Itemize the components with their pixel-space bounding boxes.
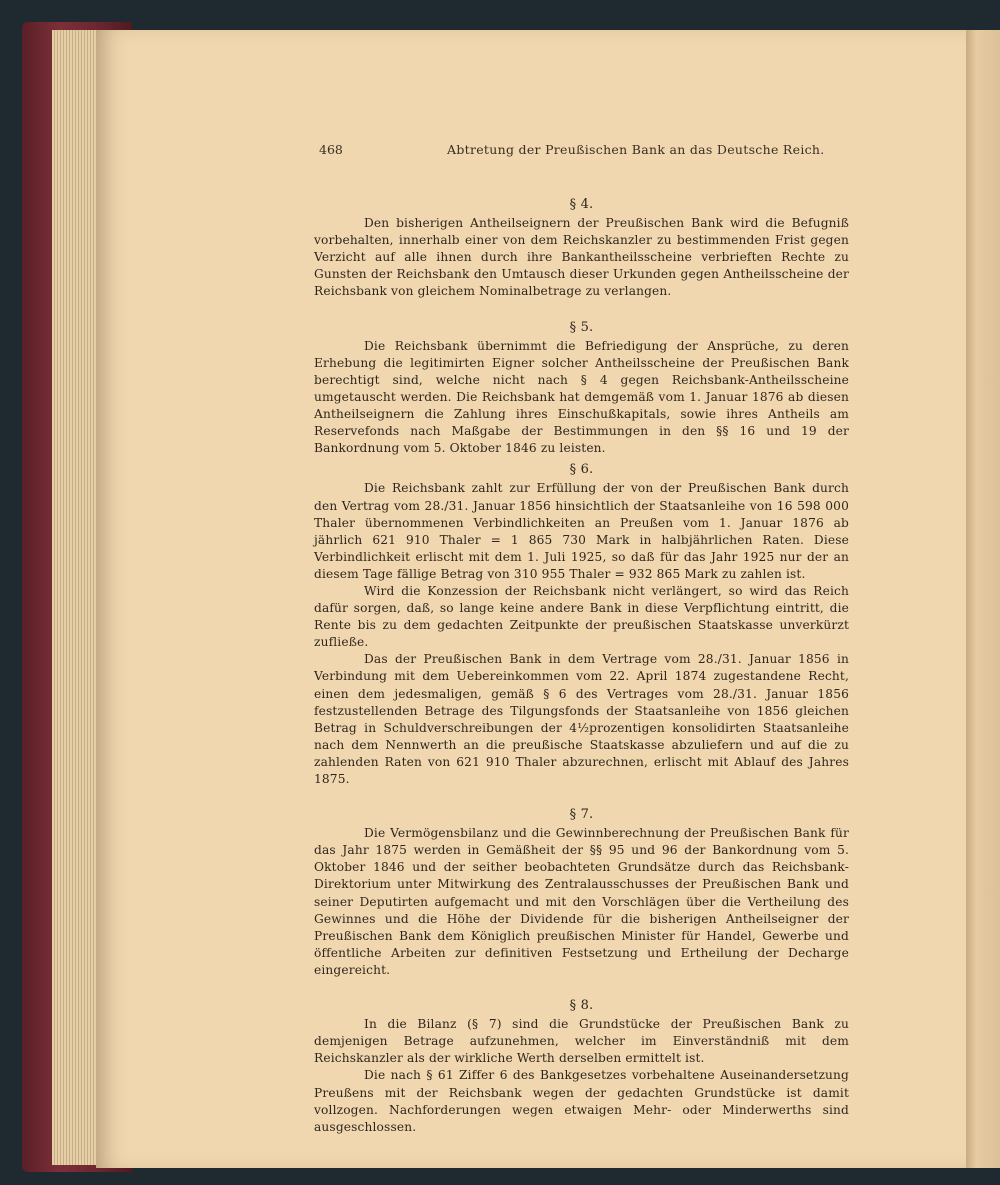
facing-page-edge bbox=[966, 30, 1000, 1168]
section-8 bbox=[314, 997, 849, 1136]
paragraph: Die nach § 61 Ziffer 6 des Bankgesetzes vorbehaltene Auseinandersetzung Preußens mit der Reichsbank wegen der gedachten Grundstücke ist damit vollzogen. Nachforderungen wegen etwaigen Mehr- oder Minderwerths sind ausgeschlossen. bbox=[314, 1068, 849, 1134]
page-header bbox=[319, 142, 849, 164]
paragraph: Die Vermögensbilanz und die Gewinnberechnung der Preußischen Bank für das Jahr 1875 werden in Gemäßheit der §§ 95 und 96 der Bankordnung vom 5. Oktober 1846 und der seither beobachteten Grundsätze durch das Reichsbank-Direktorium unter Mitwirkung des Zentralausschusses der Preußischen Bank und seiner Deputirten aufgemacht und mit den Vorschlägen über die Vertheilung des Gewinnes und die Höhe der Dividende für die bisherigen Antheilseigner der Preußischen Bank dem Königlich preußischen Minister für Handel, Gewerbe und öffentliche Arbeiten zur definitiven Festsetzung und Ertheilung der Decharge eingereicht. bbox=[314, 826, 849, 977]
section-4 bbox=[314, 196, 849, 301]
section-7 bbox=[314, 806, 849, 979]
page-number: 468 bbox=[319, 142, 343, 157]
section-heading: § 7. bbox=[569, 807, 594, 823]
paragraph: Wird die Konzession der Reichsbank nicht verlängert, so wird das Reich dafür sorgen, daß, so lange keine andere Bank in diese Verpflichtung eintritt, die Rente bis zu dem gedachten Zeitpunkte der preußischen Staatskasse unverkürzt zufließe. bbox=[314, 583, 849, 650]
section-heading: § 5. bbox=[569, 319, 594, 335]
running-title: Abtretung der Preußischen Bank an das Deutsche Reich. bbox=[447, 142, 825, 157]
paragraph: Das der Preußischen Bank in dem Vertrage vom 28./31. Januar 1856 in Verbindung mit dem Uebereinkommen vom 22. April 1874 zugestandene Recht, einen dem jedesmaligen, gemäß § 6 des Vertrages vom 28./31. Januar 1856 festzustellenden Betrage des Tilgungsfonds der Staatsanleihe von 1856 gleichen Betrag in Schuldverschreibungen der 4½prozentigen konsolidirten Staatsanleihe nach dem Nennwerth an die preußische Staatskasse abzuliefern und auf die zu zahlenden Raten von 621 910 Thaler abzurechnen, erlischt mit Ablauf des Jahres 1875. bbox=[314, 652, 849, 786]
page-content bbox=[314, 196, 849, 1136]
section-heading: § 4. bbox=[569, 197, 594, 212]
paragraph: In die Bilanz (§ 7) sind die Grundstücke der Preußischen Bank zu demjenigen Betrage aufzunehmen, welcher im Einverständniß mit dem Reichskanzler als der wirkliche Werth derselben ermittelt ist. bbox=[314, 1017, 849, 1066]
paragraph: Die Reichsbank übernimmt die Befriedigung der Ansprüche, zu deren Erhebung die legitimirten Eigner solcher Antheilsscheine der Preußischen Bank berechtigt sind, welche nicht nach § 4 gegen Reichsbank-Antheilsscheine umgetauscht werden. Die Reichsbank hat demgemäß vom 1. Januar 1876 ab diesen Antheilseignern die Zahlung ihres Einschußkapitals, sowie ihres Antheils am Reservefonds nach Maßgabe der Bestimmungen in den §§ 16 und 19 der Bankordnung vom 5. Oktober 1846 zu leisten. bbox=[314, 338, 849, 456]
section-heading: § 8. bbox=[569, 998, 594, 1014]
paragraph: Den bisherigen Antheilseignern der Preußischen Bank wird die Befugniß vorbehalten, innerhalb einer von dem Reichskanzler zu bestimmenden Frist gegen Verzicht auf alle ihnen durch ihre Bankantheilsscheine verbrieften Rechte zu Gunsten der Reichsbank den Umtausch dieser Urkunden gegen Antheilsscheine der Reichsbank von gleichem Nominalbetrage zu verlangen. bbox=[314, 216, 849, 299]
paragraph: Die Reichsbank zahlt zur Erfüllung der von der Preußischen Bank durch den Vertrag vom 28./31. Januar 1856 hinsichtlich der Staatsanleihe von 16 598 000 Thaler übernommenen Verbindlichkeiten an Preußen vom 1. Januar 1876 ab jährlich 621 910 Thaler = 1 865 730 Mark in halbjährlichen Raten. Diese Verbindlichkeit erlischt mit dem 1. Juli 1925, so daß für das Jahr 1925 nur der an diesem Tage fällige Betrag von 310 955 Thaler = 932 865 Mark zu zahlen ist. bbox=[314, 481, 849, 581]
section-5 bbox=[314, 319, 849, 458]
section-heading: § 6. bbox=[569, 462, 594, 478]
section-6 bbox=[314, 461, 849, 788]
